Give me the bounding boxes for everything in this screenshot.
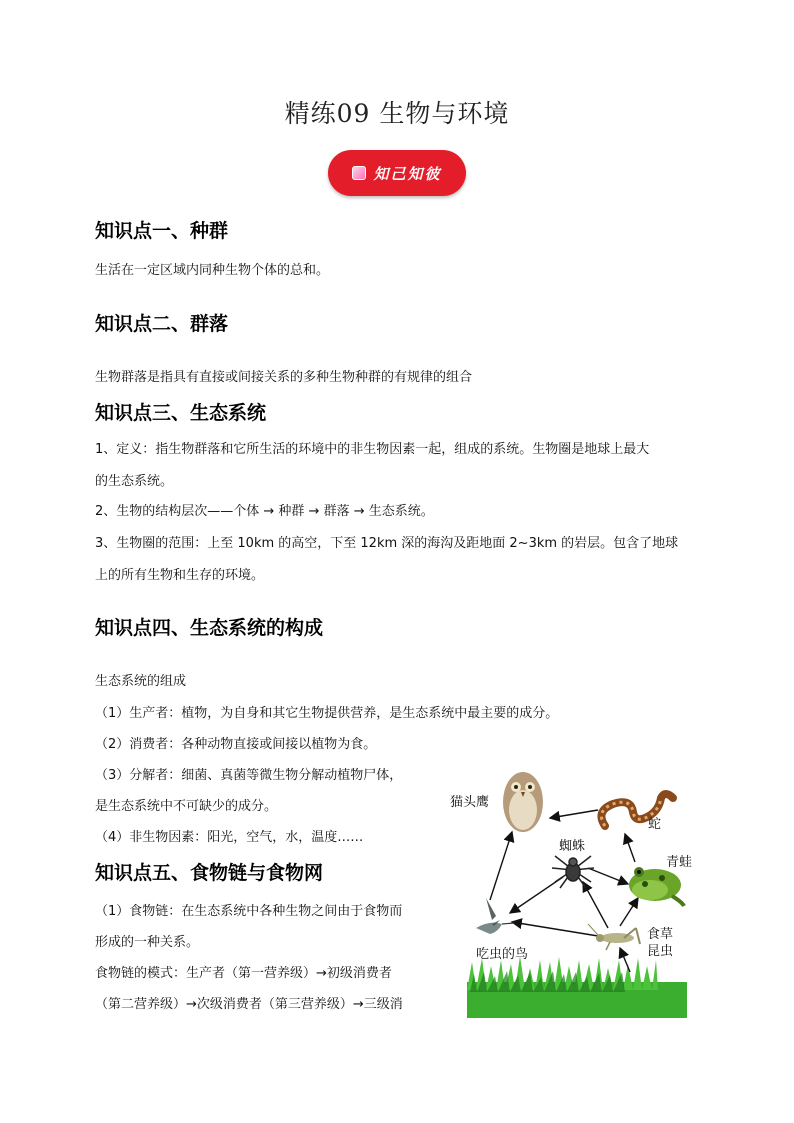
arrow-bird-to-owl: [490, 832, 512, 900]
decomposer-item-line1: （3）分解者：细菌、真菌等微生物分解动植物尸体，: [95, 768, 403, 783]
spider-label: 蜘蛛: [559, 839, 586, 854]
arrow-spider-to-bird: [510, 877, 563, 913]
heading-food-chain: 知识点五、食物链与食物网: [95, 862, 324, 884]
producer-item: （1）生产者：植物，为自身和其它生物提供营养，是生态系统中最主要的成分。: [95, 706, 559, 721]
heading-ecosystem-composition: 知识点四、生态系统的构成: [95, 617, 324, 639]
owl-image: [503, 772, 543, 832]
composition-intro: 生态系统的组成: [95, 674, 187, 689]
arrow-insect-to-frog: [620, 898, 638, 926]
insect-label-line2: 昆虫: [647, 944, 674, 959]
bird-image: [476, 898, 514, 934]
arrow-insect-to-bird: [512, 922, 598, 936]
consumer-item: （2）消费者：各种动物直接或间接以植物为食。: [95, 737, 377, 752]
food-chain-line2: 形成的一种关系。: [95, 935, 200, 950]
owl-label: 猫头鹰: [450, 795, 490, 810]
know-yourself-badge: [328, 150, 466, 196]
ecosystem-definition-line1: 1、定义：指生物群落和它所生活的环境中的非生物因素一起，组成的系统。生物圈是地球上最大: [95, 442, 650, 457]
arrow-spider-to-frog: [588, 868, 628, 884]
abiotic-item: （4）非生物因素：阳光，空气，水，温度……: [95, 830, 364, 845]
food-chain-line1: （1）食物链：在生态系统中各种生物之间由于食物而: [95, 904, 403, 919]
heading-ecosystem: 知识点三、生态系统: [95, 402, 267, 424]
community-definition: 生物群落是指具有直接或间接关系的多种生物种群的有规律的组合: [95, 370, 473, 385]
biosphere-range-line1: 3、生物圈的范围：上至 10km 的高空，下至 12km 深的海沟及距地面 2~3km 的岩层。包含了地球: [95, 536, 679, 551]
arrow-insect-to-spider: [583, 882, 608, 928]
grasshopper-image: [588, 924, 640, 950]
arrow-snake-to-owl: [550, 810, 598, 818]
badge-icon: [352, 166, 366, 180]
bird-label: 吃虫的鸟: [476, 947, 529, 962]
population-definition: 生活在一定区域内同种生物个体的总和。: [95, 263, 330, 278]
heading-population: 知识点一、种群: [95, 220, 229, 242]
frog-label: 青蛙: [666, 855, 693, 870]
ecosystem-definition-line2: 的生态系统。: [95, 474, 174, 489]
biosphere-range-line2: 上的所有生物和生存的环境。: [95, 568, 265, 583]
snake-image: [601, 794, 673, 826]
insect-label-line1: 食草: [647, 927, 674, 942]
arrow-frog-to-snake: [625, 834, 635, 862]
heading-community: 知识点二、群落: [95, 313, 229, 335]
grass-image: [467, 956, 687, 1018]
page-title: 精练09 生物与环境: [284, 99, 510, 128]
arrow-grass-to-insect: [620, 948, 630, 972]
decomposer-item-line2: 是生态系统中不可缺少的成分。: [95, 799, 278, 814]
badge-label: 知己知彼: [373, 164, 442, 183]
food-chain-pattern-line1: 食物链的模式：生产者（第一营养级）→初级消费者: [95, 966, 392, 981]
structure-levels: 2、生物的结构层次——个体 → 种群 → 群落 → 生态系统。: [95, 504, 434, 519]
food-chain-pattern-line2: （第二营养级）→次级消费者（第三营养级）→三级消: [95, 997, 403, 1012]
snake-label: 蛇: [648, 817, 662, 832]
spider-image: [552, 856, 594, 888]
food-web-diagram: [440, 760, 702, 1022]
